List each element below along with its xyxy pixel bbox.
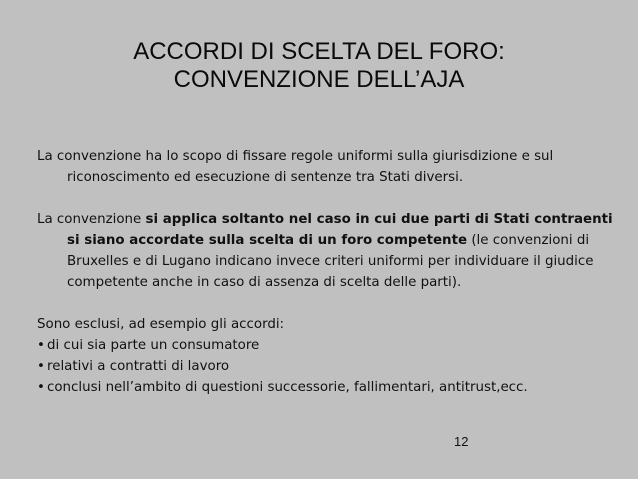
list-item-text: relativi a contratti di lavoro xyxy=(47,359,230,374)
page-number: 12 xyxy=(454,434,469,449)
paragraph-scope-suffix: (le convenzioni di Bruxelles e di Lugano indicano invece criteri uniformi per individuare il giudice competente anche in caso di assenza di scelta delle parti). xyxy=(67,233,594,290)
slide-title xyxy=(0,38,638,94)
slide-title-line-2: CONVENZIONE DELL’AJA xyxy=(173,66,465,93)
slide-title-line-1: ACCORDI DI SCELTA DEL FORO: xyxy=(133,38,505,65)
bullet-icon: • xyxy=(37,338,45,353)
slide-body xyxy=(37,146,617,398)
bullet-icon: • xyxy=(37,359,45,374)
list-item xyxy=(37,335,617,356)
bullet-icon: • xyxy=(37,380,45,395)
paragraph-scope-bold: si applica soltanto nel caso in cui due parti di Stati contraenti si siano accordate sulla scelta di un foro competente xyxy=(67,212,613,248)
paragraph-purpose: La convenzione ha lo scopo di fissare regole uniformi sulla giurisdizione e sul riconoscimento ed esecuzione di sentenze tra Stati diversi. xyxy=(37,149,554,185)
list-item xyxy=(37,356,617,377)
exclusions-intro: Sono esclusi, ad esempio gli accordi: xyxy=(37,317,285,332)
list-item-text: di cui sia parte un consumatore xyxy=(47,338,260,353)
list-item xyxy=(37,377,617,398)
paragraph-scope-prefix: La convenzione xyxy=(37,212,146,227)
paragraph-scope xyxy=(37,209,617,293)
exclusions-list xyxy=(37,335,617,398)
list-item-text: conclusi nell’ambito di questioni successorie, fallimentari, antitrust,ecc. xyxy=(47,380,528,395)
